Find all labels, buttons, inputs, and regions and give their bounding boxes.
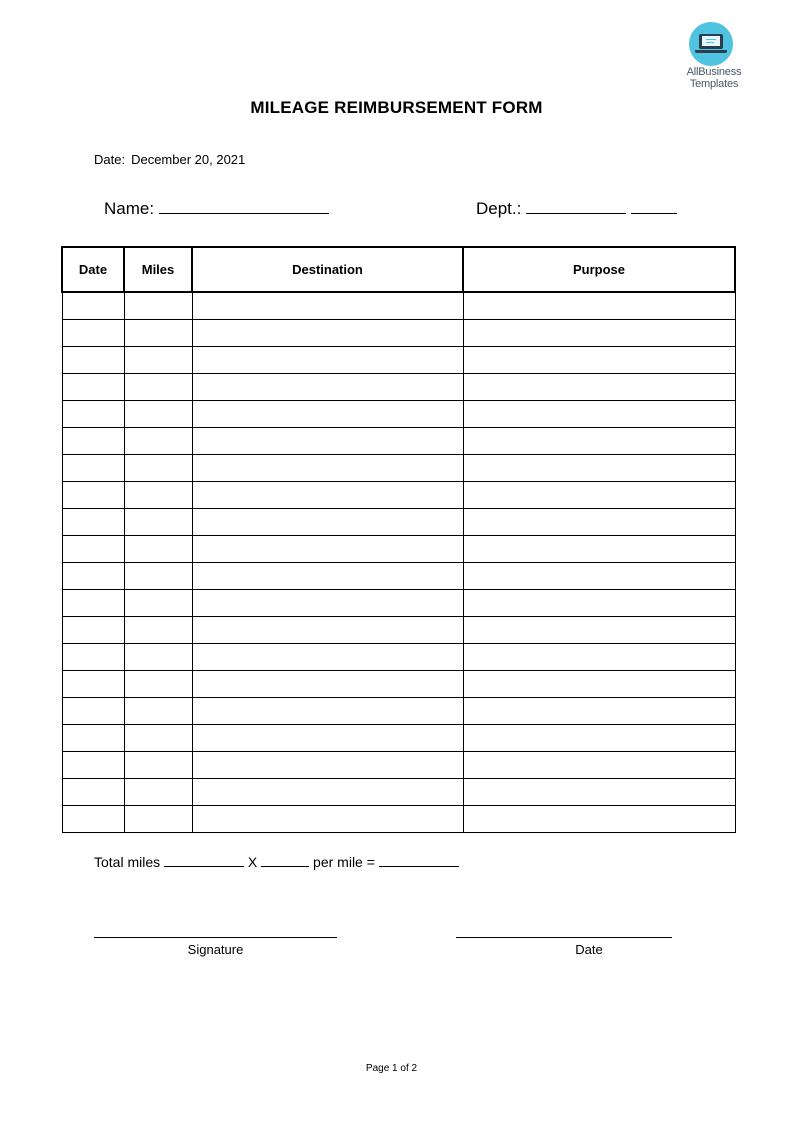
destination-cell[interactable] xyxy=(192,482,463,509)
date-cell[interactable] xyxy=(62,671,124,698)
date-value: December 20, 2021 xyxy=(131,152,246,167)
miles-cell[interactable] xyxy=(124,320,192,347)
purpose-cell[interactable] xyxy=(463,374,735,401)
column-header-purpose: Purpose xyxy=(463,247,735,292)
miles-cell[interactable] xyxy=(124,455,192,482)
table-row xyxy=(62,482,735,509)
times-sign: X xyxy=(247,854,258,870)
form-title: MILEAGE REIMBURSEMENT FORM xyxy=(250,98,543,117)
logo-brand-line1: AllBusiness xyxy=(686,66,742,78)
miles-cell[interactable] xyxy=(124,536,192,563)
miles-cell[interactable] xyxy=(124,590,192,617)
table-row xyxy=(62,428,735,455)
sign-date-label: Date xyxy=(575,942,603,957)
destination-cell[interactable] xyxy=(192,752,463,779)
destination-cell[interactable] xyxy=(192,779,463,806)
name-row xyxy=(104,199,329,219)
table-body xyxy=(62,292,735,833)
destination-cell[interactable] xyxy=(192,617,463,644)
date-cell[interactable] xyxy=(62,292,124,320)
date-cell[interactable] xyxy=(62,347,124,374)
purpose-cell[interactable] xyxy=(463,455,735,482)
dept-row xyxy=(476,199,677,219)
table-row xyxy=(62,752,735,779)
miles-cell[interactable] xyxy=(124,752,192,779)
laptop-icon xyxy=(699,34,723,49)
purpose-cell[interactable] xyxy=(463,698,735,725)
dept-field-extension[interactable] xyxy=(631,213,677,214)
page-number: Page 1 of 2 xyxy=(365,1063,418,1074)
table-row xyxy=(62,401,735,428)
total-miles-field[interactable] xyxy=(164,854,244,867)
table-row xyxy=(62,806,735,833)
table-row xyxy=(62,536,735,563)
purpose-cell[interactable] xyxy=(463,590,735,617)
purpose-cell[interactable] xyxy=(463,563,735,590)
destination-cell[interactable] xyxy=(192,428,463,455)
miles-cell[interactable] xyxy=(124,698,192,725)
table-row xyxy=(62,292,735,320)
purpose-cell[interactable] xyxy=(463,779,735,806)
miles-cell[interactable] xyxy=(124,806,192,833)
table-row xyxy=(62,644,735,671)
dept-field[interactable] xyxy=(526,213,626,214)
table-row xyxy=(62,374,735,401)
destination-cell[interactable] xyxy=(192,698,463,725)
total-amount-field[interactable] xyxy=(379,854,459,867)
mileage-table xyxy=(61,246,736,833)
table-row xyxy=(62,347,735,374)
miles-cell[interactable] xyxy=(124,374,192,401)
date-cell[interactable] xyxy=(62,590,124,617)
date-cell[interactable] xyxy=(62,428,124,455)
purpose-cell[interactable] xyxy=(463,752,735,779)
date-cell[interactable] xyxy=(62,536,124,563)
destination-cell[interactable] xyxy=(192,509,463,536)
date-cell[interactable] xyxy=(62,401,124,428)
table-row xyxy=(62,617,735,644)
destination-cell[interactable] xyxy=(192,292,463,320)
table-row xyxy=(62,590,735,617)
miles-cell[interactable] xyxy=(124,563,192,590)
purpose-cell[interactable] xyxy=(463,482,735,509)
logo-brand-line2: Templates xyxy=(689,78,739,90)
date-cell[interactable] xyxy=(62,617,124,644)
table-row xyxy=(62,671,735,698)
destination-cell[interactable] xyxy=(192,347,463,374)
date-cell[interactable] xyxy=(62,725,124,752)
totals-line xyxy=(94,854,459,870)
destination-cell[interactable] xyxy=(192,320,463,347)
date-cell[interactable] xyxy=(62,779,124,806)
table-row xyxy=(62,455,735,482)
table-row xyxy=(62,320,735,347)
signature-line[interactable] xyxy=(94,937,337,938)
total-miles-label: Total miles xyxy=(94,854,161,870)
destination-cell[interactable] xyxy=(192,563,463,590)
miles-cell[interactable] xyxy=(124,617,192,644)
miles-cell[interactable] xyxy=(124,428,192,455)
destination-cell[interactable] xyxy=(192,644,463,671)
destination-cell[interactable] xyxy=(192,374,463,401)
miles-cell[interactable] xyxy=(124,671,192,698)
purpose-cell[interactable] xyxy=(463,806,735,833)
table-row xyxy=(62,698,735,725)
table-row xyxy=(62,779,735,806)
column-header-date: Date xyxy=(62,247,124,292)
purpose-cell[interactable] xyxy=(463,347,735,374)
date-cell[interactable] xyxy=(62,455,124,482)
miles-cell[interactable] xyxy=(124,292,192,320)
per-mile-label: per mile = xyxy=(313,854,375,870)
date-cell[interactable] xyxy=(62,752,124,779)
date-cell[interactable] xyxy=(62,563,124,590)
date-cell[interactable] xyxy=(62,698,124,725)
destination-cell[interactable] xyxy=(192,590,463,617)
date-cell[interactable] xyxy=(62,806,124,833)
miles-cell[interactable] xyxy=(124,779,192,806)
date-cell[interactable] xyxy=(62,482,124,509)
date-cell[interactable] xyxy=(62,509,124,536)
date-cell[interactable] xyxy=(62,644,124,671)
miles-cell[interactable] xyxy=(124,401,192,428)
miles-cell[interactable] xyxy=(124,725,192,752)
purpose-cell[interactable] xyxy=(463,671,735,698)
sign-date-line[interactable] xyxy=(456,937,672,938)
signature-label: Signature xyxy=(187,942,244,957)
date-line xyxy=(94,152,251,167)
purpose-cell[interactable] xyxy=(463,644,735,671)
date-cell[interactable] xyxy=(62,320,124,347)
name-label: Name: xyxy=(104,199,155,218)
table-header-row xyxy=(62,247,735,292)
miles-cell[interactable] xyxy=(124,482,192,509)
date-cell[interactable] xyxy=(62,374,124,401)
column-header-miles: Miles xyxy=(124,247,192,292)
table-row xyxy=(62,509,735,536)
destination-cell[interactable] xyxy=(192,536,463,563)
purpose-cell[interactable] xyxy=(463,509,735,536)
table-row xyxy=(62,563,735,590)
date-label: Date: xyxy=(94,152,126,167)
purpose-cell[interactable] xyxy=(463,725,735,752)
purpose-cell[interactable] xyxy=(463,320,735,347)
destination-cell[interactable] xyxy=(192,455,463,482)
miles-cell[interactable] xyxy=(124,347,192,374)
miles-cell[interactable] xyxy=(124,644,192,671)
logo-text xyxy=(680,66,748,90)
allbusiness-templates-logo xyxy=(680,22,748,94)
destination-cell[interactable] xyxy=(192,806,463,833)
miles-cell[interactable] xyxy=(124,509,192,536)
dept-label: Dept.: xyxy=(476,199,522,218)
logo-circle xyxy=(689,22,733,66)
purpose-cell[interactable] xyxy=(463,428,735,455)
rate-field[interactable] xyxy=(261,854,309,867)
column-header-destination: Destination xyxy=(192,247,463,292)
destination-cell[interactable] xyxy=(192,725,463,752)
purpose-cell[interactable] xyxy=(463,401,735,428)
purpose-cell[interactable] xyxy=(463,536,735,563)
destination-cell[interactable] xyxy=(192,401,463,428)
destination-cell[interactable] xyxy=(192,671,463,698)
purpose-cell[interactable] xyxy=(463,292,735,320)
name-field[interactable] xyxy=(159,213,329,214)
purpose-cell[interactable] xyxy=(463,617,735,644)
table-row xyxy=(62,725,735,752)
